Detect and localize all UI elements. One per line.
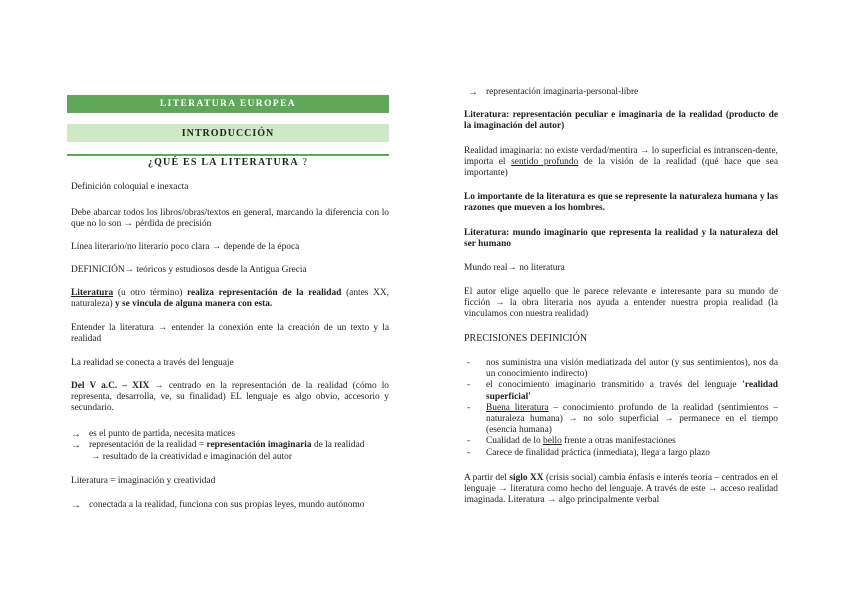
list-item: - Buena literatura – conocimiento profundo de la realidad (sentimientos – naturaleza humana) → no solo superficial → permanece en el tiempo (esencia humana): [464, 403, 778, 437]
question-title: ¿QUÉ ES LA LITERATURA ?: [147, 157, 309, 168]
paragraph-literatura-def: Literatura (u otro término) realiza representación de la realidad (antes XX, naturaleza) y se vincula de alguna manera con esta.: [71, 288, 389, 310]
paragraph-bold: Literatura: mundo imaginario que representa la realidad y la naturaleza del ser humano: [464, 228, 778, 250]
paragraph-bold: Lo importante de la literatura es que se represente la naturaleza humana y las razones que mueven a los hombres.: [464, 192, 778, 214]
paragraph-bold: Literatura: representación peculiar e imaginaria de la realidad (producto de la imaginación del autor): [464, 110, 778, 132]
paragraph: Mundo real→ no literatura: [464, 263, 565, 273]
paragraph: Realidad imaginaria: no existe verdad/mentira → lo superficial es intranscen-dente, importa el sentido profundo de la visión de la realidad (qué hace que sea importante): [464, 146, 778, 179]
paragraph: Literatura = imaginación y creatividad: [71, 476, 216, 486]
paragraph: DEFINICIÓN→ teóricos y estudiosos desde la Antigua Grecia: [71, 265, 307, 275]
arrow-item: → representación imaginaria-personal-libre: [468, 87, 639, 98]
paragraph-del-v: Del V a.C. – XIX → centrado en la representación de la realidad (cómo lo representa, desarrolla, ve, su finalidad) EL lenguaje es algo obvio, accesorio y secundario.: [71, 381, 389, 414]
list-item: - Cualidad de lo bello frente a otras manifestaciones: [464, 436, 778, 447]
paragraph: A partir del siglo XX (crisis social) cambia énfasis e interés teoría – centrados en el lenguaje → literatura como hecho del lenguaje. A través de este → acceso realidad imaginada. Literatura → algo principalmente verbal: [464, 473, 779, 506]
list-item: - nos suministra una visión mediatizada del autor (y sus sentimientos), nos da un conocimiento indirecto): [464, 358, 778, 380]
title-rule: [67, 154, 389, 156]
section-heading: PRECISIONES DEFINICIÓN: [464, 333, 588, 344]
paragraph: La realidad se conecta a través del lenguaje: [71, 358, 234, 368]
arrow-sub-item: → resultado de la creatividad e imaginación del autor: [91, 452, 292, 462]
list-item: - Carece de finalidad práctica (inmediata), llega a largo plazo: [464, 448, 778, 459]
paragraph: Definición coloquial e inexacta: [71, 182, 189, 192]
arrow-right-icon: →: [71, 440, 81, 451]
precisiones-list: [464, 358, 778, 459]
arrow-right-icon: →: [71, 429, 81, 440]
paragraph: Entender la literatura → entender la conexión ente la creación de un texto y la realidad: [71, 323, 389, 345]
banner-literatura-europea: LITERATURA EUROPEA: [67, 95, 389, 113]
paragraph: Debe abarcar todos los libros/obras/textos en general, marcando la diferencia con lo que no lo son → pérdida de precisión: [71, 208, 389, 230]
banner-introduccion: INTRODUCCIÓN: [67, 124, 389, 142]
arrow-item: → conectada a la realidad, funciona con sus propias leyes, mundo autónomo: [71, 500, 365, 511]
paragraph: El autor elige aquello que le parece relevante e interesante para su mundo de ficción → la obra literaria nos ayuda a entender nuestra propia realidad (la vinculamos con nuestra realidad): [464, 287, 778, 320]
paragraph: Línea literario/no literario poco clara → depende de la época: [71, 242, 300, 252]
arrow-right-icon: →: [71, 500, 81, 511]
arrow-item: → es el punto de partida, necesita matices: [71, 429, 236, 440]
arrow-item: → representación de la realidad = representación imaginaria de la realidad: [71, 440, 365, 451]
list-item: - el conocimiento imaginario transmitido a través del lenguaje 'realidad superficial': [464, 380, 778, 402]
arrow-right-icon: →: [468, 87, 478, 98]
